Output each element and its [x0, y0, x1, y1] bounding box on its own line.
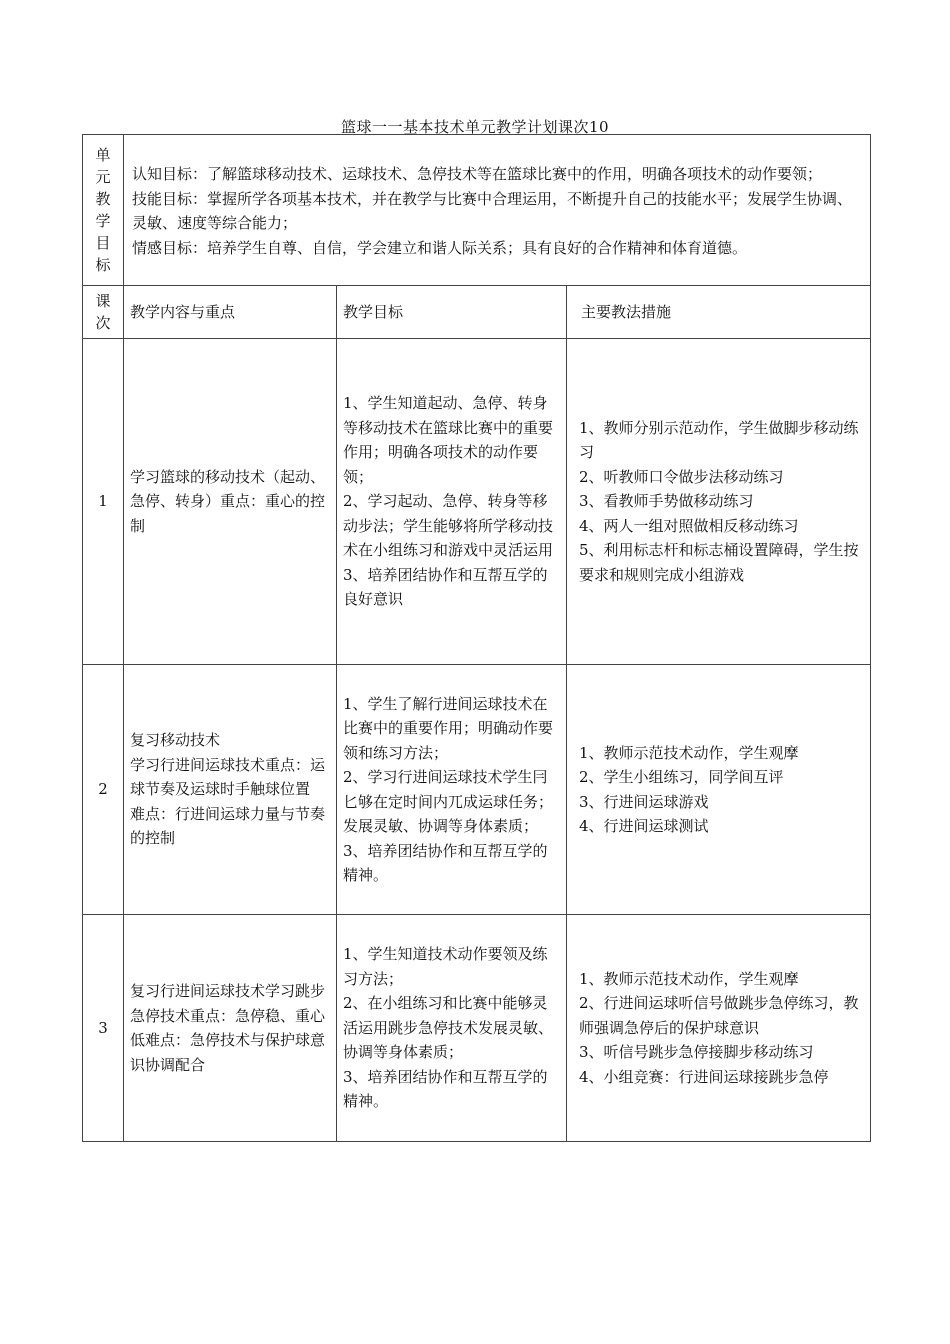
header-methods: 主要教法措施 — [567, 286, 871, 339]
table-row — [83, 665, 871, 915]
header-lesson: 课 次 — [83, 286, 124, 339]
page-title: 篮球一一基本技术单元教学计划课次10 — [340, 118, 610, 136]
lesson-methods: 1、教师分别示范动作，学生做脚步移动练习 2、听教师口令做步法移动练习 3、看教师手势做移动练习 4、两人一组对照做相反移动练习 5、利用标志杆和标志桶设置障碍，学生按要求和规则完成小组游戏 — [567, 339, 871, 665]
lesson-number: 1 — [83, 339, 124, 665]
lesson-number: 2 — [83, 665, 124, 915]
unit-goals-text — [124, 135, 871, 286]
lesson-content: 复习移动技术 学习行进间运球技术重点：运球节奏及运球时手触球位置 难点：行进间运球力量与节奏的控制 — [124, 665, 337, 915]
table-row — [83, 339, 871, 665]
unit-goals-row — [83, 135, 871, 286]
lesson-methods: 1、教师示范技术动作，学生观摩 2、学生小组练习，同学间互评 3、行进间运球游戏 4、行进间运球测试 — [567, 665, 871, 915]
lesson-methods: 1、教师示范技术动作，学生观摩 2、行进间运球听信号做跳步急停练习，教师强调急停后的保护球意识 3、听信号跳步急停接脚步移动练习 4、小组竞赛：行进间运球接跳步急停 — [567, 915, 871, 1142]
table-header — [83, 286, 871, 339]
affective-goal: 情感目标：培养学生自尊、自信，学会建立和谐人际关系；具有良好的合作精神和体育道德。 — [132, 238, 748, 257]
lesson-content: 复习行进间运球技术学习跳步急停技术重点：急停稳、重心低难点：急停技术与保护球意识协调配合 — [124, 915, 337, 1142]
lesson-objectives: 1、学生知道起动、急停、转身等移动技术在篮球比赛中的重要作用；明确各项技术的动作要领； 2、学习起动、急停、转身等移动步法；学生能够将所学移动技术在小组练习和游戏中灵活运用 3、培养团结协作和互帮互学的良好意识 — [337, 339, 567, 665]
lesson-number: 3 — [83, 915, 124, 1142]
header-objectives: 教学目标 — [337, 286, 567, 339]
lesson-objectives: 1、学生知道技术动作要领及练习方法； 2、在小组练习和比赛中能够灵活运用跳步急停技术发展灵敏、协调等身体素质； 3、培养团结协作和互帮互学的精神。 — [337, 915, 567, 1142]
header-content: 教学内容与重点 — [124, 286, 337, 339]
lesson-objectives: 1、学生了解行进间运球技术在比赛中的重要作用；明确动作要领和练习方法； 2、学习行进间运球技术学生冃匕够在定时间内兀成运球任务；发展灵敏、协调等身体素质； 3、培养团结协作和互帮互学的精神。 — [337, 665, 567, 915]
lesson-content: 学习篮球的移动技术（起动、急停、转身）重点：重心的控制 — [124, 339, 337, 665]
table-row — [83, 915, 871, 1142]
lesson-plan-table — [82, 134, 871, 1142]
skill-goal: 技能目标：掌握所学各项基本技术，并在教学与比赛中合理运用，不断提升自己的技能水平；发展学生协调、灵敏、速度等综合能力； — [132, 189, 853, 232]
unit-goals-label: 单 元 教 学 目 标 — [83, 135, 124, 286]
cognitive-goal: 认知目标：了解篮球移动技术、运球技术、急停技术等在篮球比赛中的作用，明确各项技术的动作要领； — [132, 165, 823, 183]
